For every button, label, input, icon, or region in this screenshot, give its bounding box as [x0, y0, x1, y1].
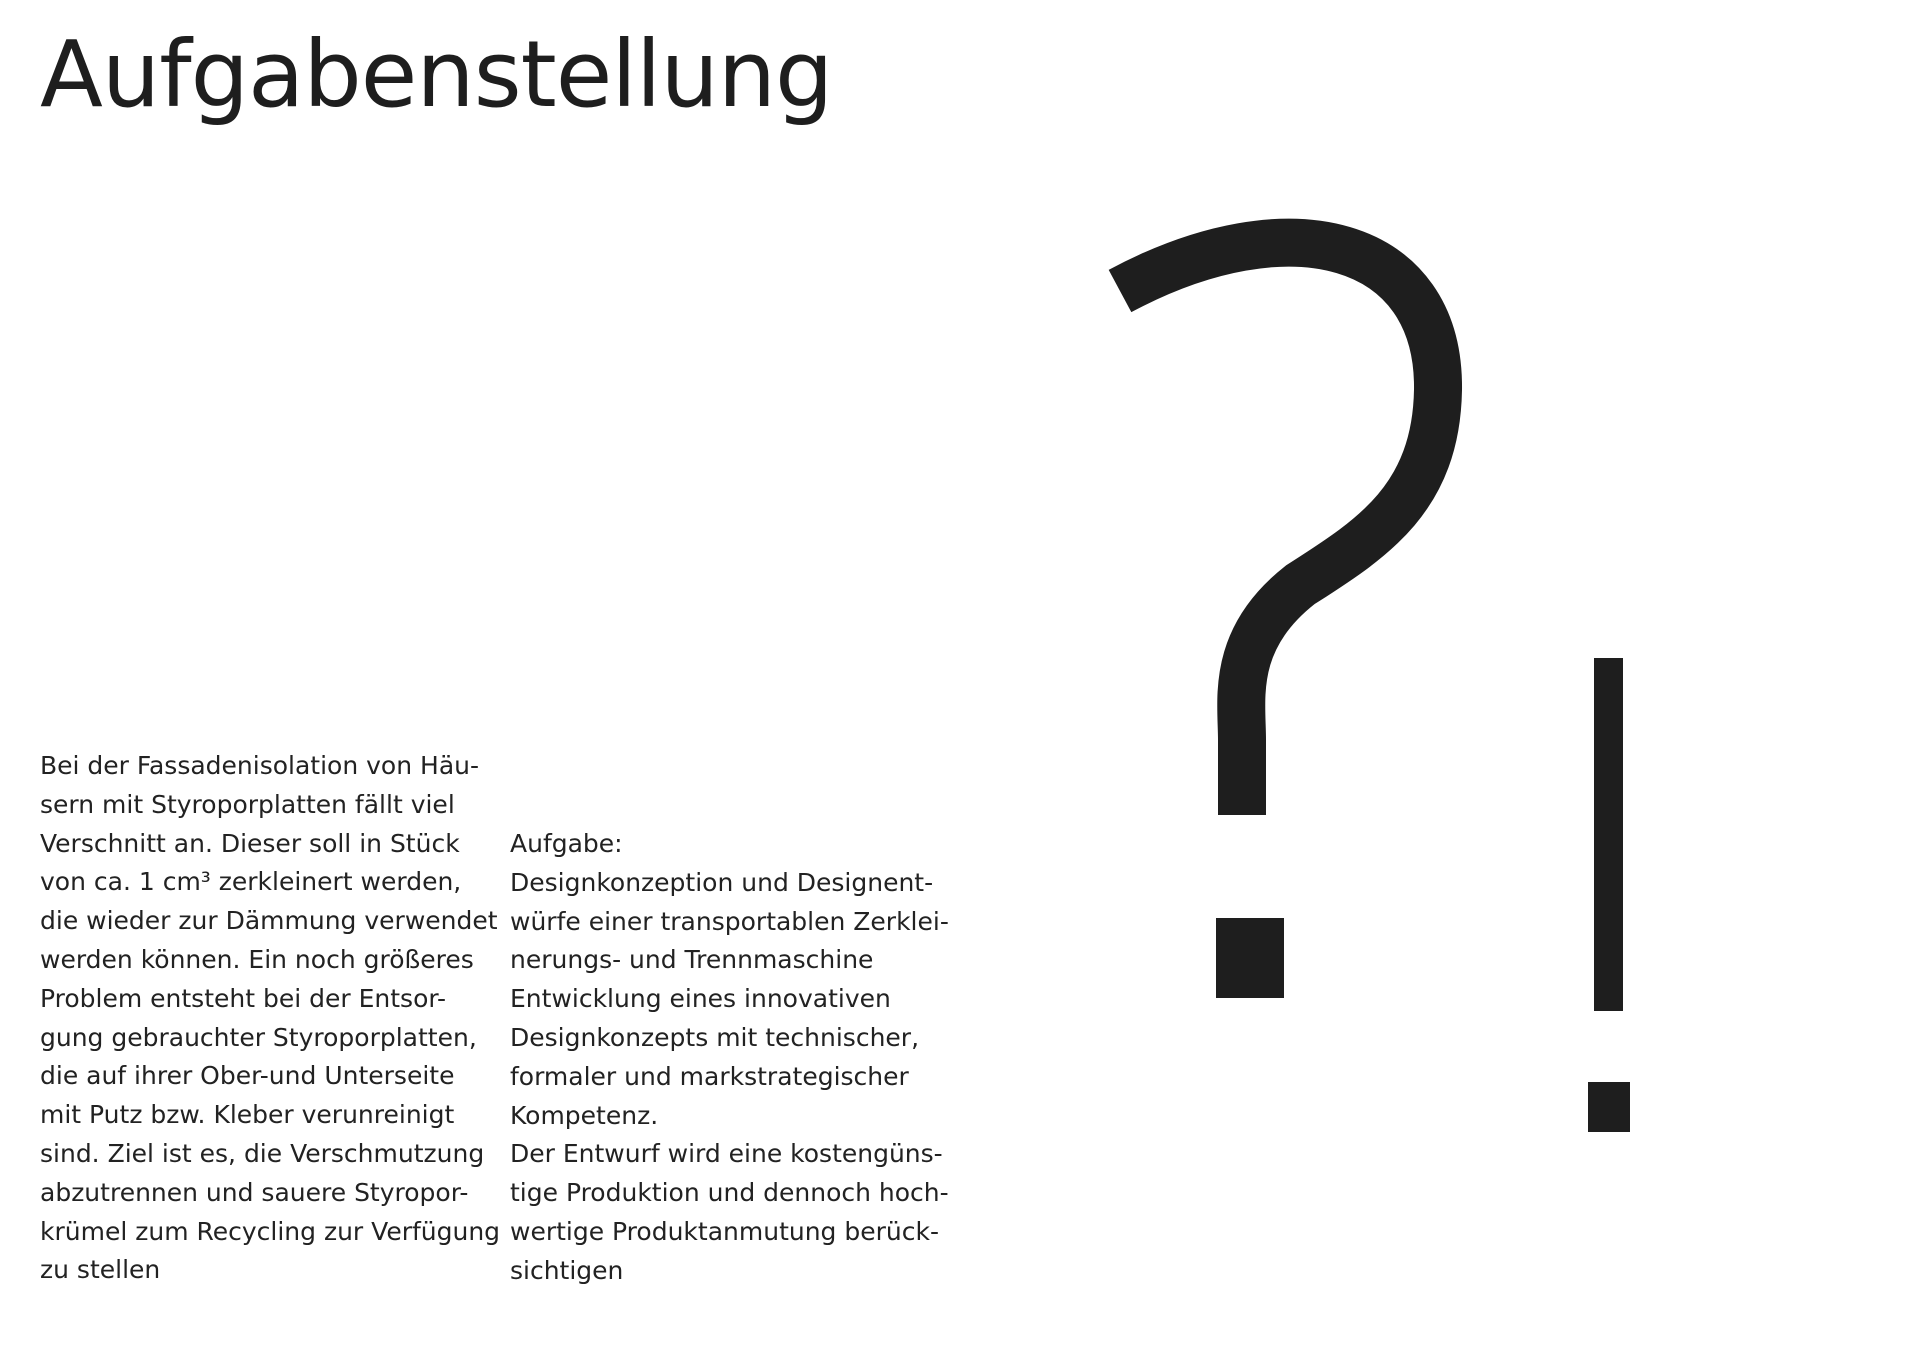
question-mark-icon: [1120, 243, 1438, 998]
task-line: nerungs- und Trennmaschine: [510, 945, 874, 975]
task-line: Kompetenz.: [510, 1100, 659, 1130]
exclamation-mark-icon: [1588, 658, 1630, 1132]
intro-line: sind. Ziel ist es, die Verschmutzung: [40, 1138, 485, 1168]
question-mark-curve: [1120, 243, 1438, 815]
task-line: Der Entwurf wird eine kostengüns-: [510, 1139, 943, 1169]
task-line: Designkonzeption und Designent-: [510, 867, 934, 897]
intro-line: Verschnitt an. Dieser soll in Stück: [40, 828, 460, 858]
task-heading: Aufgabe:: [510, 829, 623, 858]
task-line: Designkonzepts mit technischer,: [510, 1022, 920, 1052]
intro-line: Problem entsteht bei der Entsor-: [40, 983, 447, 1013]
task-line: formaler und markstrategischer: [510, 1061, 909, 1091]
exclamation-mark-dot: [1588, 1082, 1630, 1132]
page-title: Aufgabenstellung: [40, 21, 833, 128]
task-line: Entwicklung eines innovativen: [510, 984, 891, 1014]
task-line: würfe einer transportablen Zerklei-: [510, 906, 949, 936]
intro-line: von ca. 1 cm³ zerkleinert werden,: [40, 867, 462, 897]
intro-line: die auf ihrer Ober-und Unterseite: [40, 1061, 455, 1091]
question-mark-dot: [1216, 918, 1284, 998]
intro-line: gung gebrauchter Styroporplatten,: [40, 1022, 477, 1052]
intro-line: werden können. Ein noch größeres: [40, 944, 474, 974]
intro-line: die wieder zur Dämmung verwendet: [40, 906, 498, 936]
exclamation-mark-bar: [1594, 658, 1623, 1011]
task-line: tige Produktion und dennoch hoch-: [510, 1178, 949, 1208]
intro-line: sern mit Styroporplatten fällt viel: [40, 789, 455, 819]
task-line: wertige Produktanmutung berück-: [510, 1216, 939, 1246]
intro-line: abzutrennen und sauere Styropor-: [40, 1177, 469, 1207]
task-line: sichtigen: [510, 1255, 624, 1285]
intro-line: mit Putz bzw. Kleber verunreinigt: [40, 1100, 455, 1130]
intro-line: Bei der Fassadenisolation von Häu-: [40, 751, 480, 780]
intro-line: krümel zum Recycling zur Verfügung: [40, 1216, 501, 1246]
intro-line: zu stellen: [40, 1255, 161, 1285]
